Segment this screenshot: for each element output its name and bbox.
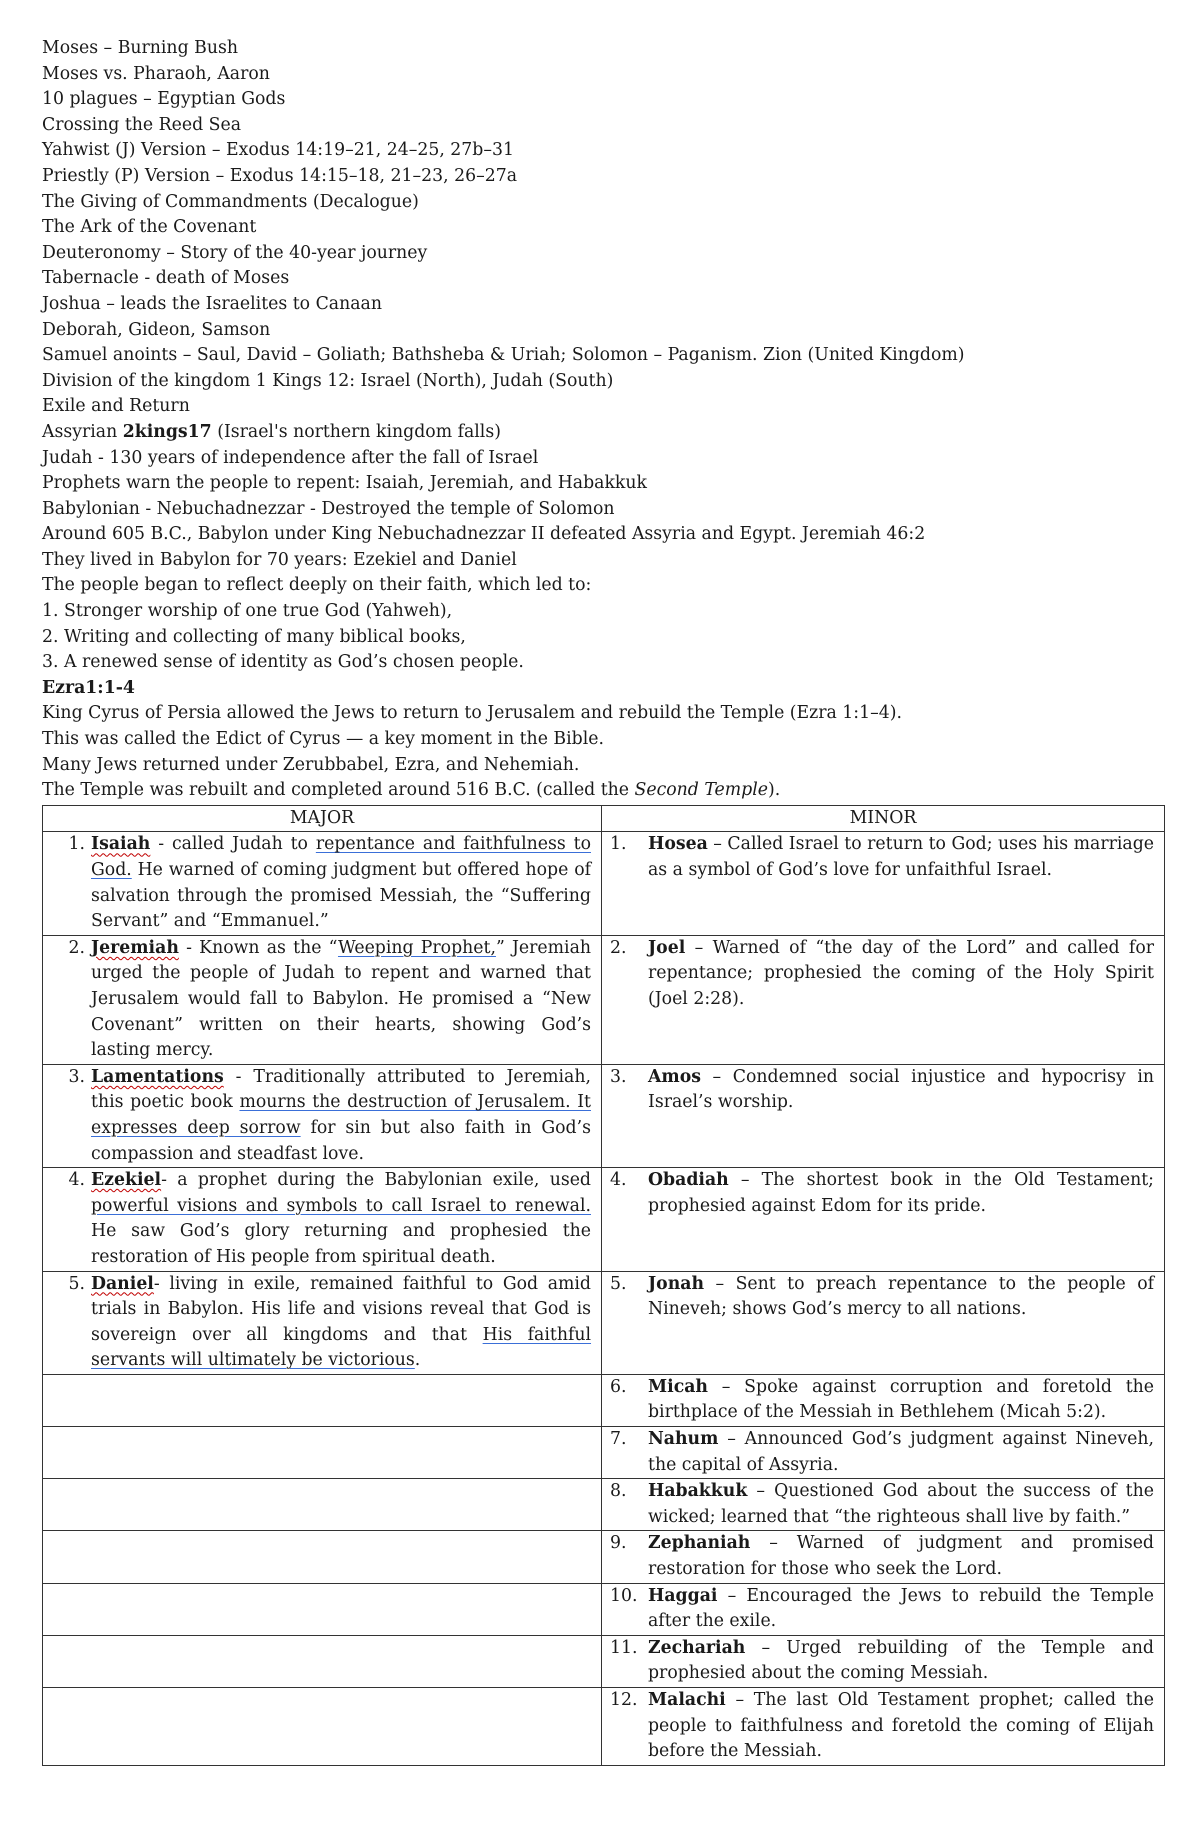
minor-entry [602,1688,1154,1765]
major-entry [53,1272,591,1374]
entry-text-part: . [414,1350,421,1371]
entry-text-part: He saw God’s glory returning and prophesied the restoration of His people from spiritual death. [91,1221,591,1267]
entry-text-part: - Traditionally attributed to Jeremiah, this poetic book [91,1066,591,1113]
minor-cell [602,1531,1165,1583]
table-row [43,1583,1165,1635]
table-row [43,1427,1165,1479]
minor-entry [602,832,1154,883]
assyrian-suffix: (Israel's northern kingdom falls) [211,421,501,442]
minor-cell [602,832,1165,935]
table-row [43,1635,1165,1687]
entry-description: – Warned of “the day of the Lord” and called for repentance; prophesied the coming of the Holy Spirit (Joel 2:28). [648,937,1154,1009]
prophet-name: Amos [648,1066,701,1087]
major-cell [43,1583,602,1635]
major-cell [43,832,602,935]
entry-description: – The shortest book in the Old Testament; prophesied against Edom for its pride. [648,1170,1154,1216]
minor-entry [602,1375,1154,1426]
entry-text-part: He warned of coming judgment but offered hope of salvation through the promised Messiah, the “Suffering Servant” and “Emmanuel.” [91,860,591,932]
entry-number: 8. [610,1481,627,1502]
ezra-heading: Ezra1:1-4 [42,677,135,698]
temple-prefix: The Temple was rebuilt and completed around 516 B.C. (called the [42,780,635,801]
text-line: Deuteronomy – Story of the 40-year journey [42,242,428,263]
text-line: This was called the Edict of Cyrus — a key moment in the Bible. [42,729,604,750]
minor-entry [602,1427,1154,1478]
table-body [43,832,1165,1765]
entry-text-part: for sin but also faith in God’s compassion and steadfast love. [91,1117,591,1164]
prophet-name: Hosea [648,834,708,855]
major-header: MAJOR [43,805,602,832]
minor-header: MINOR [602,805,1165,832]
prophet-name: Zephaniah [648,1533,751,1554]
entry-description: – Spoke against corruption and foretold the birthplace of the Messiah in Bethlehem (Micah 5:2). [648,1376,1154,1423]
temple-suffix: ). [767,780,781,801]
minor-cell [602,1688,1165,1766]
minor-entry [602,1065,1154,1116]
document-page [42,36,1162,1766]
text-line: King Cyrus of Persia allowed the Jews to return to Jerusalem and rebuild the Temple (Ezra 1:1–4). [42,703,902,724]
major-cell [43,1064,602,1167]
text-line: Prophets warn the people to repent: Isaiah, Jeremiah, and Habakkuk [42,473,647,494]
entry-text [91,1065,591,1167]
text-line: The people began to reflect deeply on their faith, which led to: [42,575,592,596]
entry-text-part: - living in exile, remained faithful to God amid trials in Babylon. His life and visions reveal that God is sovereign over all kingdoms and that [91,1273,591,1345]
minor-cell [602,1168,1165,1271]
table-row [43,1064,1165,1167]
entry-text [648,1272,1154,1323]
prophet-name: Jeremiah [91,937,179,958]
table-row [43,1479,1165,1531]
minor-entry [602,1531,1154,1582]
entry-text [648,1636,1154,1687]
minor-cell [602,1271,1165,1374]
table-header-row [43,805,1165,832]
text-line: Samuel anoints – Saul, David – Goliath; Bathsheba & Uriah; Solomon – Paganism. Zion (United Kingdom) [42,345,965,366]
entry-number: 1. [610,834,627,855]
temple-line [42,778,1162,804]
entry-description: – The last Old Testament prophet; called the people to faithfulness and foretold the coming of Elijah before the Messiah. [648,1690,1154,1762]
entry-number: 1. [68,834,85,855]
entry-number: 11. [610,1637,638,1658]
minor-entry [602,1636,1154,1687]
entry-description: – Condemned social injustice and hypocrisy in Israel’s worship. [648,1066,1154,1113]
assyrian-prefix: Assyrian [42,421,123,442]
text-line: Exile and Return [42,396,190,417]
prophet-name: Micah [648,1376,708,1397]
prophet-name: Obadiah [648,1170,729,1191]
entry-text [648,1531,1154,1582]
minor-cell [602,1635,1165,1687]
minor-entry [602,1584,1154,1635]
intro-lines [42,36,1162,420]
entry-text [91,936,591,1064]
minor-cell [602,1427,1165,1479]
minor-entry [602,1272,1154,1323]
underlined-text: Weeping Prophet, [337,937,496,958]
assyrian-line [42,420,1162,446]
entry-number: 6. [610,1376,627,1397]
major-entry [53,832,591,934]
underlined-text: powerful visions and symbols to call Israel to renewal. [91,1195,591,1216]
minor-entry [602,1168,1154,1219]
major-entry [53,1065,591,1167]
prophet-name: Jonah [648,1273,705,1294]
entry-text-part: - Known as the “ [178,937,338,958]
list-item: 2. Writing and collecting of many biblical books, [42,626,466,647]
minor-entry [602,936,1154,1013]
entry-number: 2. [68,937,85,958]
entry-text [91,1168,591,1270]
temple-emphasis: Second Temple [634,780,768,801]
prophets-table [42,805,1165,1766]
table-row [43,832,1165,935]
underlined-text: repentance and faithfulness to God. [91,834,591,880]
prophet-name: Haggai [648,1585,718,1606]
prophet-name: Zechariah [648,1637,746,1658]
entry-description: – Warned of judgment and promised restoration for those who seek the Lord. [648,1533,1154,1580]
table-row [43,1271,1165,1374]
entry-number: 3. [68,1066,85,1087]
assyrian-reference: 2kings17 [122,421,212,442]
prophet-name: Habakkuk [648,1481,748,1502]
entry-text [648,1688,1154,1765]
table-row [43,935,1165,1064]
entry-description: – Encouraged the Jews to rebuild the Temple after the exile. [648,1585,1154,1632]
major-cell [43,1479,602,1531]
prophet-name: Ezekiel [91,1170,162,1191]
entry-number: 10. [610,1585,638,1606]
prophet-name: Joel [648,937,686,958]
text-line: Around 605 B.C., Babylon under King Nebuchadnezzar II defeated Assyria and Egypt. Jeremiah 46:2 [42,524,926,545]
entry-text [648,832,1154,883]
text-line: Deborah, Gideon, Samson [42,319,271,340]
text-line: Division of the kingdom 1 Kings 12: Israel (North), Judah (South) [42,370,614,391]
entry-description: – Announced God’s judgment against Nineveh, the capital of Assyria. [648,1429,1154,1475]
text-line: Yahwist (J) Version – Exodus 14:19–21, 24–25, 27b–31 [42,140,514,161]
major-cell [43,1531,602,1583]
entry-text [648,1168,1154,1219]
entry-text [648,1375,1154,1426]
minor-cell [602,1583,1165,1635]
entry-number: 9. [610,1533,627,1554]
major-cell [43,1635,602,1687]
exile-lines [42,446,1162,676]
prophet-name: Isaiah [91,834,151,855]
text-line: Tabernacle - death of Moses [42,268,290,289]
table-row [43,1531,1165,1583]
return-lines [42,701,1162,778]
entry-description: – Called Israel to return to God; uses his marriage as a symbol of God’s love for unfaithful Israel. [648,834,1154,880]
entry-text [648,1427,1154,1478]
underlined-text: mourns the destruction of Jerusalem. It expresses deep sorrow [91,1092,591,1138]
prophet-name: Lamentations [91,1066,224,1087]
text-line: Moses – Burning Bush [42,38,238,58]
prophet-name: Daniel [91,1273,154,1294]
prophet-name: Nahum [648,1429,719,1450]
minor-entry [602,1479,1154,1530]
prophet-name: Malachi [648,1690,726,1710]
major-cell [43,1427,602,1479]
entry-number: 4. [68,1170,85,1191]
table-row [43,1168,1165,1271]
major-cell [43,1374,602,1426]
major-entry [53,1168,591,1270]
major-cell [43,1168,602,1271]
major-cell [43,1271,602,1374]
entry-text-part: - called Judah to [150,834,316,855]
table-row [43,1374,1165,1426]
entry-number: 12. [610,1690,638,1710]
minor-cell [602,935,1165,1064]
entry-number: 7. [610,1429,627,1450]
text-line: The Ark of the Covenant [42,217,257,238]
entry-text [648,1065,1154,1116]
entry-text [91,832,591,934]
entry-text [648,1584,1154,1635]
entry-text [648,936,1154,1013]
minor-cell [602,1479,1165,1531]
entry-number: 3. [610,1066,627,1087]
entry-text-part: ” Jeremiah urged the people of Judah to repent and warned that Jerusalem would fall to Babylon. He promised a “New Covenant” written on their hearts, showing God’s lasting mercy. [91,937,591,1061]
text-line: Joshua – leads the Israelites to Canaan [42,293,382,314]
entry-text [648,1479,1154,1530]
entry-number: 5. [610,1273,627,1294]
underlined-text: His faithful servants will ultimately be victorious [91,1324,592,1371]
text-line: Judah - 130 years of independence after the fall of Israel [42,447,539,468]
entry-number: 5. [68,1273,85,1294]
text-line: They lived in Babylon for 70 years: Ezekiel and Daniel [42,549,517,570]
text-line: 10 plagues – Egyptian Gods [42,89,286,110]
text-line: Babylonian - Nebuchadnezzar - Destroyed the temple of Solomon [42,498,615,519]
entry-text-part: - a prophet during the Babylonian exile, used [161,1170,591,1191]
major-cell [43,935,602,1064]
list-item: 3. A renewed sense of identity as God’s chosen people. [42,652,524,673]
entry-text [91,1272,591,1374]
entry-number: 2. [610,937,627,958]
table-row [43,1688,1165,1766]
text-line: Priestly (P) Version – Exodus 14:15–18, 21–23, 26–27a [42,165,518,186]
minor-cell [602,1064,1165,1167]
entry-description: – Urged rebuilding of the Temple and prophesied about the coming Messiah. [648,1637,1154,1684]
major-entry [53,936,591,1064]
text-line: The Giving of Commandments (Decalogue) [42,191,419,212]
major-cell [43,1688,602,1766]
minor-cell [602,1374,1165,1426]
entry-number: 4. [610,1170,627,1191]
entry-description: – Sent to preach repentance to the people of Nineveh; shows God’s mercy to all nations. [648,1273,1154,1320]
text-line: Many Jews returned under Zerubbabel, Ezra, and Nehemiah. [42,754,580,775]
entry-description: – Questioned God about the success of the wicked; learned that “the righteous shall live by faith.” [648,1481,1154,1527]
text-line: Crossing the Reed Sea [42,114,242,135]
list-item: 1. Stronger worship of one true God (Yahweh), [42,601,453,622]
text-line: Moses vs. Pharaoh, Aaron [42,63,270,84]
